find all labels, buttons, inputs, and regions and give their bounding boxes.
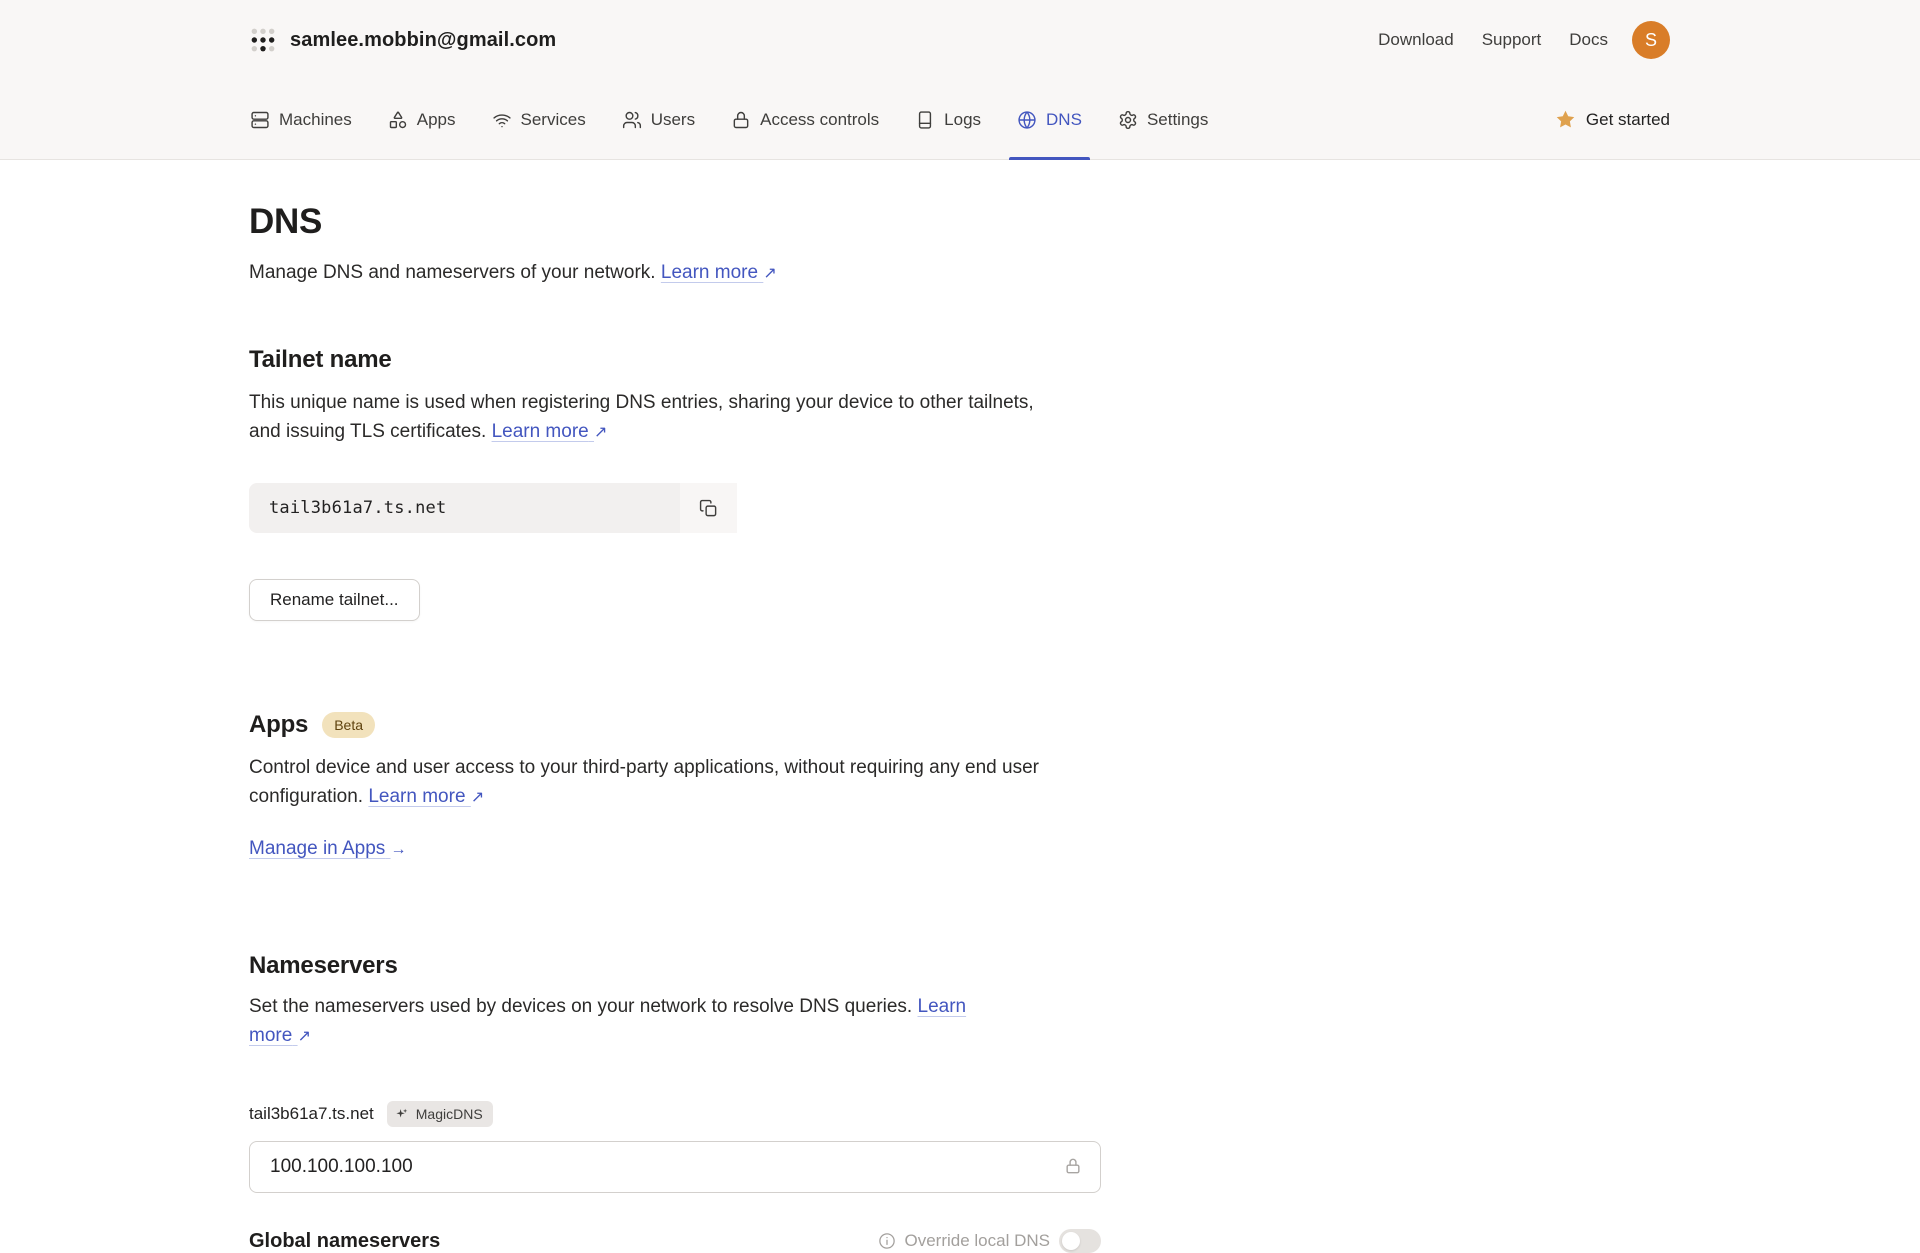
tailnet-name-section (249, 346, 1670, 621)
tailnet-description: This unique name is used when registering DNS entries, sharing your device to other tailnets, and issuing TLS certificates. Learn more ↗ (249, 388, 1044, 447)
apps-heading: Apps (249, 711, 309, 738)
apps-section (249, 711, 1670, 860)
override-local-dns (878, 1229, 1102, 1253)
topbar (0, 0, 1920, 160)
copy-button[interactable] (680, 483, 737, 533)
rename-tailnet-button[interactable]: Rename tailnet... (249, 579, 420, 621)
override-local-dns-toggle[interactable] (1059, 1229, 1101, 1253)
main-content (0, 160, 1920, 1253)
sparkle-icon (395, 1107, 409, 1121)
external-link-icon: ↗ (594, 424, 608, 441)
topbar-links (1378, 30, 1608, 50)
page-title: DNS (249, 202, 322, 241)
magicdns-domain: tail3b61a7.ts.net (249, 1104, 374, 1123)
globe-icon (1017, 110, 1037, 130)
external-link-icon: ↗ (763, 265, 777, 282)
intro-learn-more-link[interactable]: Learn more ↗ (661, 262, 777, 283)
global-nameservers-row (249, 1229, 1101, 1253)
tab-access-controls[interactable]: Access controls (731, 80, 879, 159)
tailnet-heading: Tailnet name (249, 346, 392, 373)
lock-icon (731, 110, 751, 130)
gear-icon (1118, 110, 1138, 130)
arrow-right-icon: → (390, 841, 407, 858)
nameservers-heading: Nameservers (249, 952, 398, 979)
external-link-icon: ↗ (470, 789, 485, 806)
docs-link[interactable]: Docs (1569, 30, 1608, 49)
tailnet-learn-more-link[interactable]: Learn more ↗ (492, 421, 608, 442)
nameservers-section (249, 952, 1670, 1253)
support-link[interactable]: Support (1481, 30, 1542, 49)
copy-icon (699, 499, 718, 518)
wifi-icon (492, 110, 512, 130)
info-icon (878, 1232, 896, 1250)
tab-settings[interactable]: Settings (1118, 80, 1208, 159)
star-icon (1555, 109, 1576, 130)
main-nav (0, 80, 1920, 160)
tailscale-logo-icon (250, 27, 276, 53)
manage-in-apps-link[interactable]: Manage in Apps → (249, 838, 407, 859)
user-avatar[interactable] (1632, 21, 1670, 59)
shapes-icon (388, 110, 408, 130)
download-link[interactable]: Download (1378, 30, 1454, 49)
beta-badge: Beta (322, 712, 375, 738)
nameservers-learn-more-link[interactable]: Learn more ↗ (249, 996, 966, 1046)
external-link-icon: ↗ (297, 1028, 311, 1045)
account-email[interactable]: samlee.mobbin@gmail.com (290, 28, 557, 51)
tab-apps[interactable]: Apps (388, 80, 456, 159)
apps-learn-more-link[interactable]: Learn more ↗ (368, 786, 484, 807)
magicdns-domain-row (249, 1101, 1670, 1127)
avatar-initial: S (1644, 29, 1657, 50)
tab-dns[interactable]: DNS (1017, 80, 1082, 159)
server-icon (250, 110, 270, 130)
nameservers-description: Set the nameservers used by devices on your network to resolve DNS queries. Learn more ↗ (249, 992, 1014, 1051)
tab-logs[interactable]: Logs (915, 80, 981, 159)
tailnet-name-field (249, 483, 737, 533)
tailnet-name-value: tail3b61a7.ts.net (269, 498, 447, 518)
magicdns-badge: MagicDNS (387, 1101, 493, 1127)
get-started-link[interactable]: Get started (1555, 80, 1670, 159)
logs-icon (915, 110, 935, 130)
page-intro: Manage DNS and nameservers of your network. Learn more ↗ (249, 258, 1670, 288)
override-local-dns-label: Override local DNS (904, 1231, 1050, 1250)
tab-machines[interactable]: Machines (250, 80, 352, 159)
global-nameservers-heading: Global nameservers (249, 1229, 441, 1252)
tab-services[interactable]: Services (492, 80, 586, 159)
magicdns-nameserver-input[interactable] (249, 1141, 1101, 1193)
tab-users[interactable]: Users (622, 80, 695, 159)
users-icon (622, 110, 642, 130)
apps-description: Control device and user access to your third-party applications, without requiring any end user configuration. Learn more ↗ (249, 753, 1087, 812)
locked-field-icon (1063, 1156, 1083, 1176)
